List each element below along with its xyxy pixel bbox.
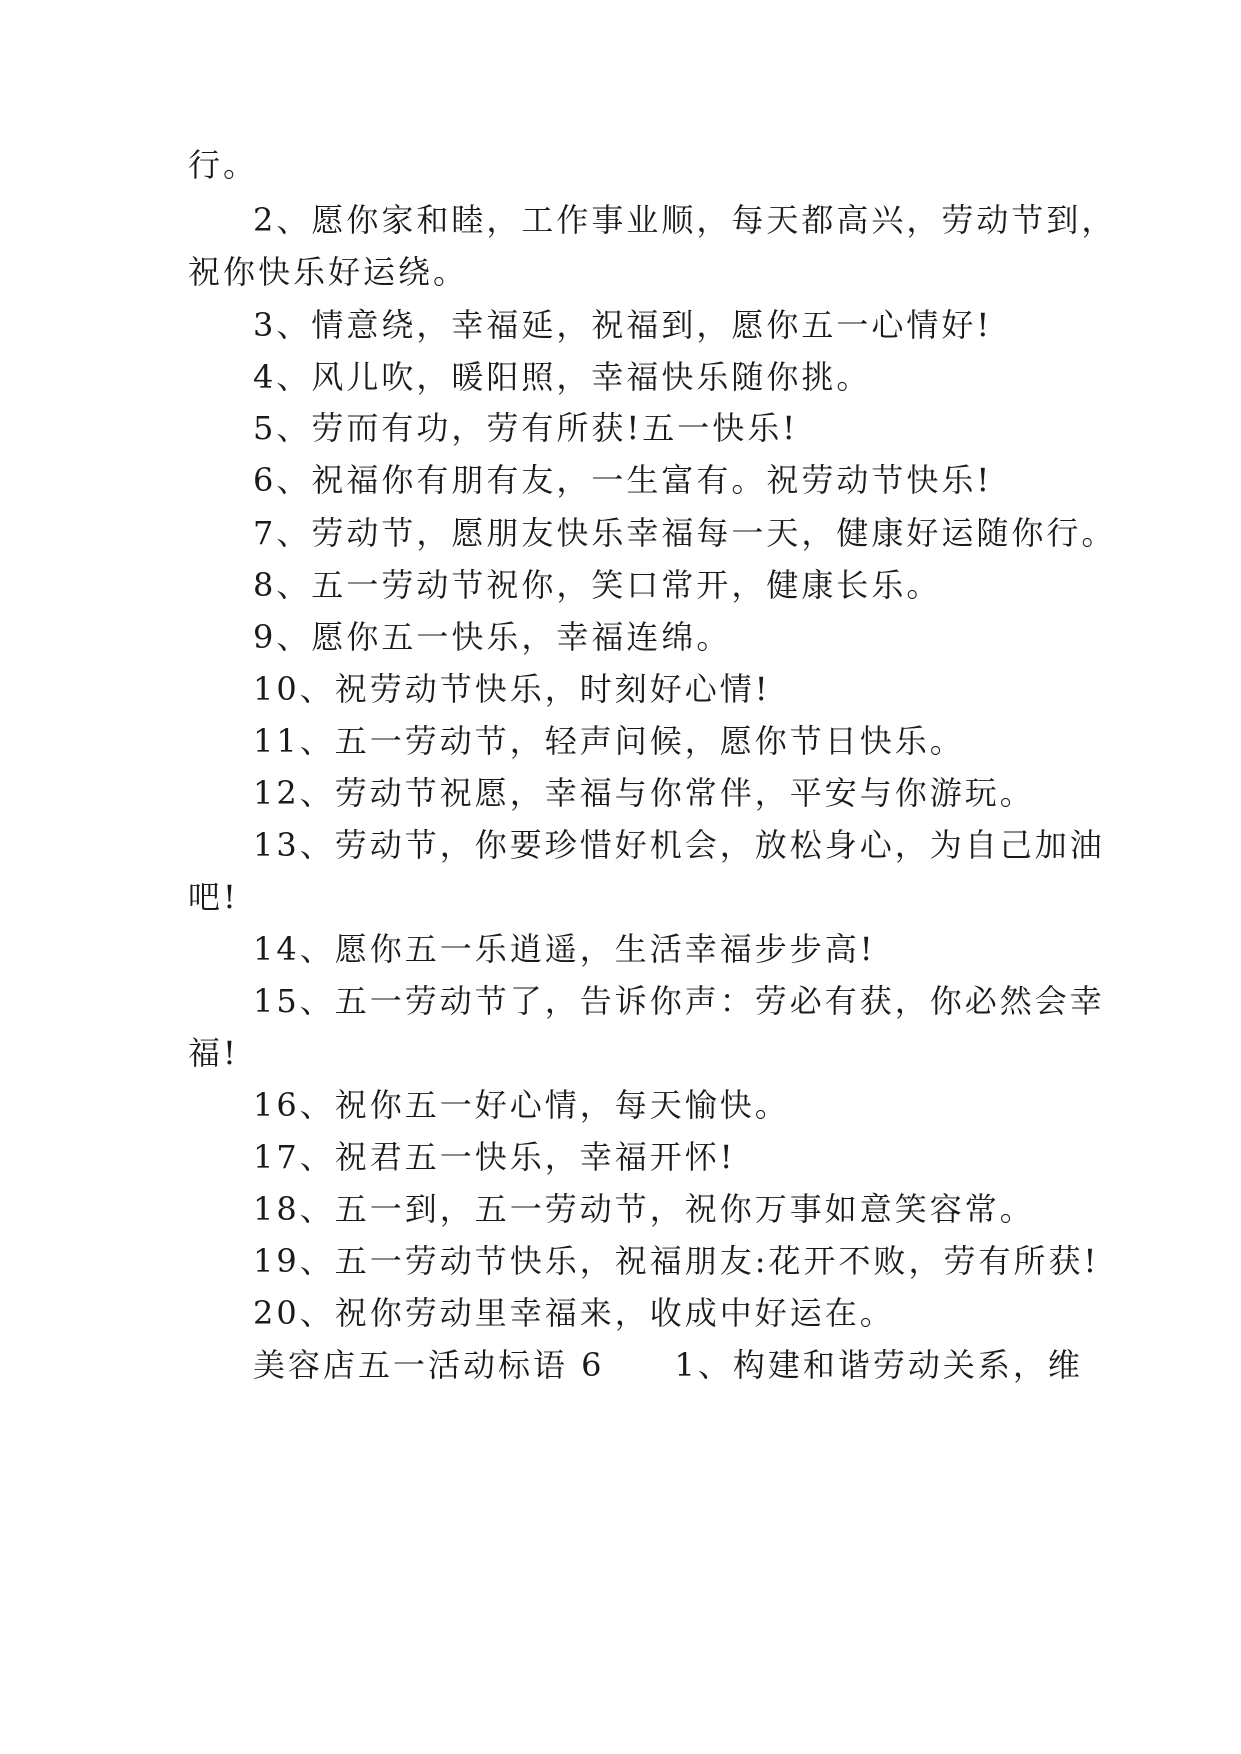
text-line-1: 行。	[188, 146, 259, 184]
text-line-20: 17、祝君五一快乐，幸福开怀!	[253, 1138, 736, 1176]
text-line-19: 16、祝你五一好心情，每天愉快。	[253, 1086, 790, 1124]
text-line-16: 14、愿你五一乐逍遥，生活幸福步步高!	[253, 930, 876, 968]
text-line-13: 12、劳动节祝愿，幸福与你常伴，平安与你游玩。	[253, 774, 1035, 812]
text-line-21: 18、五一到，五一劳动节，祝你万事如意笑容常。	[253, 1190, 1035, 1228]
text-line-6: 5、劳而有功，劳有所获!五一快乐!	[253, 409, 799, 447]
text-line-14: 13、劳动节，你要珍惜好机会，放松身心，为自己加油	[253, 826, 1105, 864]
text-line-18: 福!	[188, 1034, 239, 1072]
text-line-11: 10、祝劳动节快乐，时刻好心情!	[253, 670, 771, 708]
text-line-5: 4、风儿吹，暖阳照，幸福快乐随你挑。	[253, 358, 872, 396]
text-line-10: 9、愿你五一快乐，幸福连绵。	[253, 618, 732, 656]
text-line-8: 7、劳动节，愿朋友快乐幸福每一天，健康好运随你行。	[253, 514, 1117, 552]
text-line-2: 2、愿你家和睦，工作事业顺，每天都高兴，劳动节到，	[253, 201, 1117, 239]
text-line-4: 3、情意绕，幸福延，祝福到，愿你五一心情好!	[253, 306, 993, 344]
text-line-15: 吧!	[188, 878, 239, 916]
text-line-22: 19、五一劳动节快乐，祝福朋友:花开不败，劳有所获!	[253, 1242, 1100, 1280]
text-line-17: 15、五一劳动节了，告诉你声：劳必有获，你必然会幸	[253, 982, 1105, 1020]
text-line-7: 6、祝福你有朋有友，一生富有。祝劳动节快乐!	[253, 461, 993, 499]
text-line-9: 8、五一劳动节祝你，笑口常开，健康长乐。	[253, 566, 942, 604]
text-line-3: 祝你快乐好运绕。	[188, 253, 469, 291]
text-line-23: 20、祝你劳动里幸福来，收成中好运在。	[253, 1294, 895, 1332]
text-line-24: 美容店五一活动标语 6 1、构建和谐劳动关系，维	[253, 1346, 1083, 1384]
text-line-12: 11、五一劳动节，轻声问候，愿你节日快乐。	[253, 722, 965, 760]
